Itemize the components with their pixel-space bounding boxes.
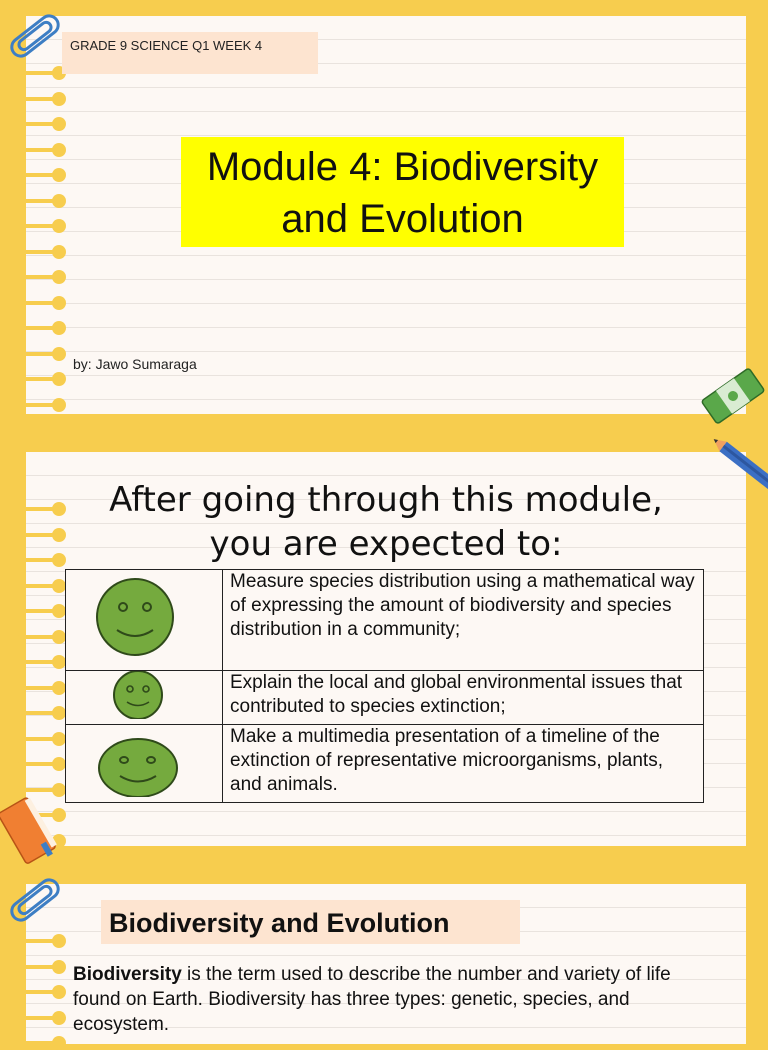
smiley-face-icon [66,570,222,665]
binding-ring [18,630,70,644]
binding-ring [18,579,70,593]
binding-ring [18,117,70,131]
binding-ring [18,92,70,106]
module-title [181,137,624,247]
binding-ring [18,934,70,948]
table-row [66,570,704,671]
smiley-face-icon [66,671,222,719]
binding-ring [18,168,70,182]
section-title: Biodiversity and Evolution [101,900,520,944]
pencil-icon [712,436,768,500]
grade-tag: GRADE 9 SCIENCE Q1 WEEK 4 [62,32,318,74]
objective-text: Make a multimedia presentation of a timeline of the extinction of representative microorganisms, plants, and animals. [223,725,704,803]
binding-ring [18,732,70,746]
binding-ring [18,143,70,157]
objectives-table [65,569,704,803]
paperclip-icon [4,874,66,926]
binding-ring [18,985,70,999]
binding-ring [18,245,70,259]
binding-ring [18,604,70,618]
author-byline: by: Jawo Sumaraga [73,356,197,372]
notebook-rings [18,16,70,414]
binding-ring [18,347,70,361]
objective-text: Explain the local and global environmental issues that contributed to species extinction; [223,671,704,725]
term: Biodiversity [73,964,182,985]
objectives-heading-line1: After going through this module, [109,480,663,520]
title-slide [26,16,746,414]
binding-ring [18,194,70,208]
table-row [66,671,704,725]
objectives-heading-line2: you are expected to: [209,524,563,564]
eraser-icon [698,364,768,428]
module-title-line1: Module 4: Biodiversity [206,145,599,189]
binding-ring [18,1011,70,1025]
content-slide [26,884,746,1044]
table-row [66,725,704,803]
objective-text: Measure species distribution using a mathematical way of expressing the amount of biodiversity and species distribution in a community; [223,570,704,671]
binding-ring [18,372,70,386]
binding-ring [18,655,70,669]
binding-ring [18,706,70,720]
definition-paragraph [73,962,723,1037]
binding-ring [18,1036,70,1050]
objectives-slide [26,452,746,846]
book-icon [0,790,60,868]
binding-ring [18,321,70,335]
smiley-face-icon [66,725,222,797]
icon-cell [66,725,223,803]
binding-ring [18,757,70,771]
module-title-line2: and Evolution [281,197,524,241]
binding-ring [18,681,70,695]
binding-ring [18,960,70,974]
definition-text: is the term used to describe the number and variety of life found on Earth. Biodiversity has three types: genetic, species, and ecosystem. [73,964,671,1035]
icon-cell [66,570,223,671]
objectives-heading [26,478,746,566]
binding-ring [18,296,70,310]
binding-ring [18,270,70,284]
icon-cell [66,671,223,725]
paperclip-icon [4,10,66,62]
binding-ring [18,398,70,412]
binding-ring [18,219,70,233]
